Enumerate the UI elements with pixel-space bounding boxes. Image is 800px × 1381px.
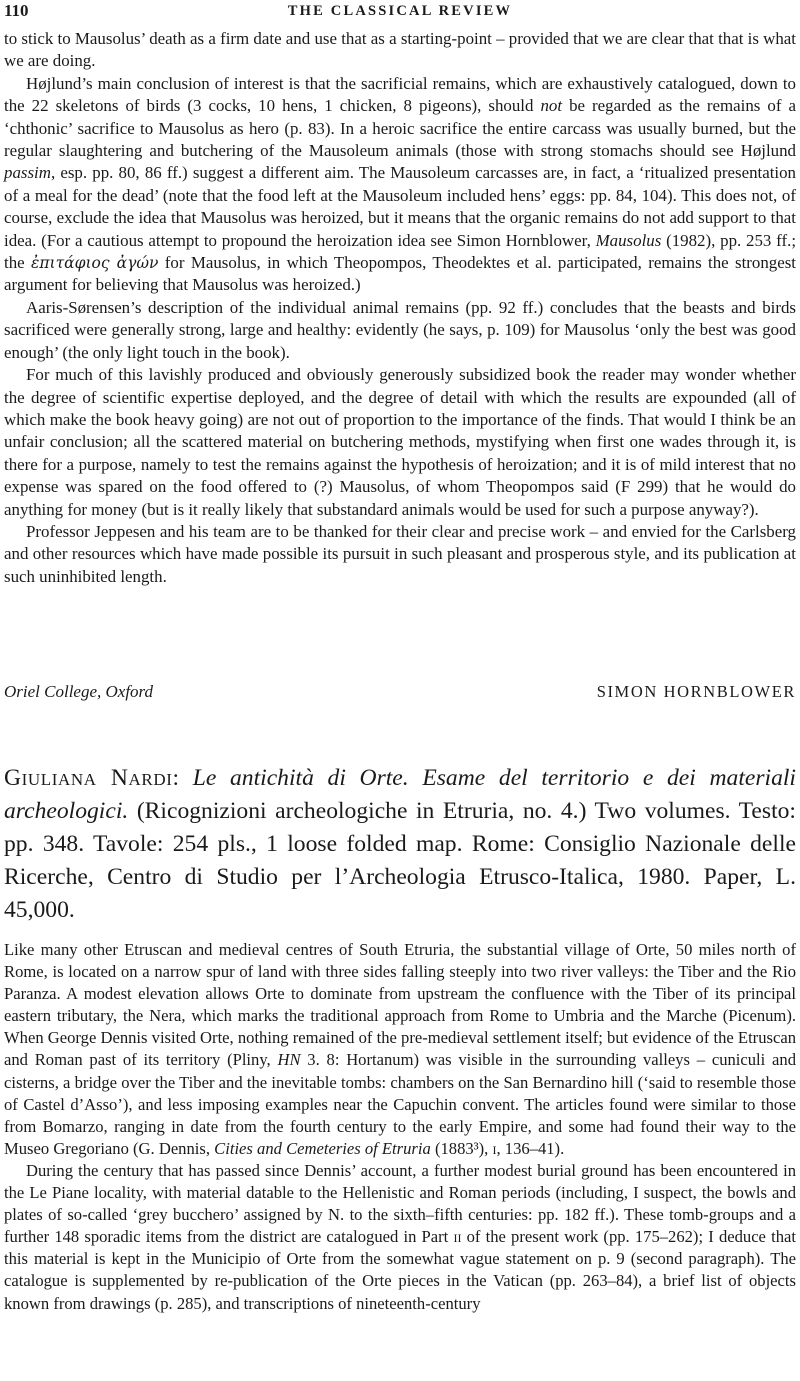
part-number: ii	[453, 1227, 462, 1247]
book-details: (Ricognizioni archeologiche in Etruria, no. 4.) Two volumes. Testo: pp. 348. Tavole: 254 pls., 1 loose folded map. Rome: Consiglio Nazionale delle Ricerche, Centro di Studio per l’Archeologia Etrusco-Italica, 1980. Paper, L. 45,000.	[4, 798, 796, 923]
book-title: Le antichità di Orte. Esame del territorio e dei materiali archeologici.	[4, 765, 796, 824]
paragraph: During the century that has passed since Dennis’ account, a further modest burial ground has been encountered in the Le Piane locality, with material datable to the Hellenistic and Roman periods (including, I suspect, the bowls and plates of so-called ‘grey bucchero’ assigned by N. to the sixth–fifth centuries: pp. 182 ff.). These tomb-groups and a further 148 sporadic items from the district are catalogued in Part ii of the present work (pp. 175–262); I deduce that this material is kept in the Municipio of Orte from the somewhat vague statement on p. 9 (second paragraph). The catalogue is supplemented by re-publication of the Orte pieces in the Vatican (pp. 263–84), a brief list of objects known from drawings (p. 285), and transcriptions of nineteenth-century	[4, 1160, 796, 1313]
emphasis: not	[540, 96, 563, 116]
emphasis: HN	[277, 1050, 301, 1070]
paragraph: to stick to Mausolus’ death as a firm date and use that as a starting-point – provided that we are clear that that is what we are doing.	[4, 29, 796, 71]
book-title: Cities and Cemeteries of Etruria	[214, 1138, 431, 1158]
paragraph: Aaris-Sørensen’s description of the individual animal remains (pp. 92 ff.) concludes that the beasts and birds sacrificed were generally strong, large and healthy: evidently (he says, p. 109) for Mausolus ‘only the best was good enough’ (the only light touch in the book).	[4, 297, 796, 362]
reviewer-name: SIMON HORNBLOWER	[596, 682, 796, 701]
paragraph: For much of this lavishly produced and obviously generously subsidized book the reader may wonder whether the degree of scientific expertise deployed, and the degree of detail with which the results are expounded (all of which make the book heavy going) are not out of proportion to the importance of the finds. That would I think be an unfair conclusion; all the scattered material on butchering methods, mystifying when first one wades through it, is there for a purpose, namely to test the remains against the hypothesis of heroization; and it is of mild interest that no expense was spared on the food offered to (?) Mausolus, of whom Theopompos said (F 299) that he would do anything for money (but is it really likely that substandard animals would be used for such a purpose anyway?).	[4, 365, 796, 519]
reviewer-affiliation: Oriel College, Oxford	[4, 682, 154, 701]
review-signoff	[4, 682, 796, 706]
review-heading-nardi: Giuliana Nardi: Le antichità di Orte. Esame del territorio e dei materiali archeologici. (Ricognizioni archeologiche in Etruria, no. 4.) Two volumes. Testo: pp. 348. Tavole: 254 pls., 1 loose folded map. Rome: Consiglio Nazionale delle Ricerche, Centro di Studio per l’Archeologia Etrusco-Italica, 1980. Paper, L. 45,000.	[4, 765, 796, 923]
journal-title: THE CLASSICAL REVIEW	[287, 3, 513, 19]
running-head	[0, 0, 800, 28]
volume-number: i	[492, 1138, 497, 1158]
paragraph: Professor Jeppesen and his team are to be thanked for their clear and precise work – and envied for the Carlsberg and other resources which have made possible its pursuit in such pleasant and prosperous style, and its publication at such uninhibited length.	[4, 521, 796, 586]
emphasis: passim	[4, 163, 51, 183]
page-number: 110	[4, 1, 29, 20]
book-author: Giuliana Nardi	[4, 765, 173, 791]
review-body-hornblower	[4, 28, 796, 588]
review-body-nardi	[4, 939, 796, 1315]
greek-phrase: ἐπιτάφιος ἀγών	[31, 254, 159, 273]
paragraph: Højlund’s main conclusion of interest is that the sacrificial remains, which are exhaustively catalogued, down to the 22 skeletons of birds (3 cocks, 10 hens, 1 chicken, 8 pigeons), should not be regarded as the remains of a ‘chthonic’ sacrifice to Mausolus as hero (p. 83). In a heroic sacrifice the entire carcass was usually burned, but the regular slaughtering and butchering of the Mausoleum animals (those with strong stomachs should see Højlund passim, esp. pp. 80, 86 ff.) suggest a different aim. The Mausoleum carcasses are, in fact, a ‘ritualized presentation of a meal for the dead’ (note that the food left at the Mausoleum included hens’ eggs: pp. 84, 104). This does not, of course, exclude the idea that Mausolus was heroized, but it means that the organic remains do not add support to that idea. (For a cautious attempt to propound the heroization idea see Simon Hornblower, Mausolus (1982), pp. 253 ff.; the ἐπιτάφιος ἀγών for Mausolus, in which Theopompos, Theodektes et al. participated, remains the strongest argument for believing that Mausolus was heroized.)	[4, 73, 797, 295]
paragraph: Like many other Etruscan and medieval centres of South Etruria, the substantial village of Orte, 50 miles north of Rome, is located on a narrow spur of land with three sides falling steeply into two river valleys: the Tiber and the Rio Paranza. A modest elevation allows Orte to dominate from upstream the confluence with the Tiber of its principal eastern tributary, the Nera, which marks the traditional approach from Rome to Umbria and the Marche (Picenum). When George Dennis visited Orte, nothing remained of the pre-medieval settlement itself; but evidence of the Etruscan and Roman past of its territory (Pliny, HN 3. 8: Hortanum) was visible in the surrounding valleys – cuniculi and cisterns, a bridge over the Tiber and the inevitable tombs: chambers on the San Bernardino hill (‘said to resemble those of Castel d’Asso’), and less imposing examples near the Capuchin convent. The articles found were similar to those from Bomarzo, ranging in date from the fourth century to the early Empire, and some had found their way to the Museo Gregoriano (G. Dennis, Cities and Cemeteries of Etruria (1883³), i, 136–41).	[4, 940, 797, 1158]
book-title: Mausolus	[595, 230, 662, 250]
